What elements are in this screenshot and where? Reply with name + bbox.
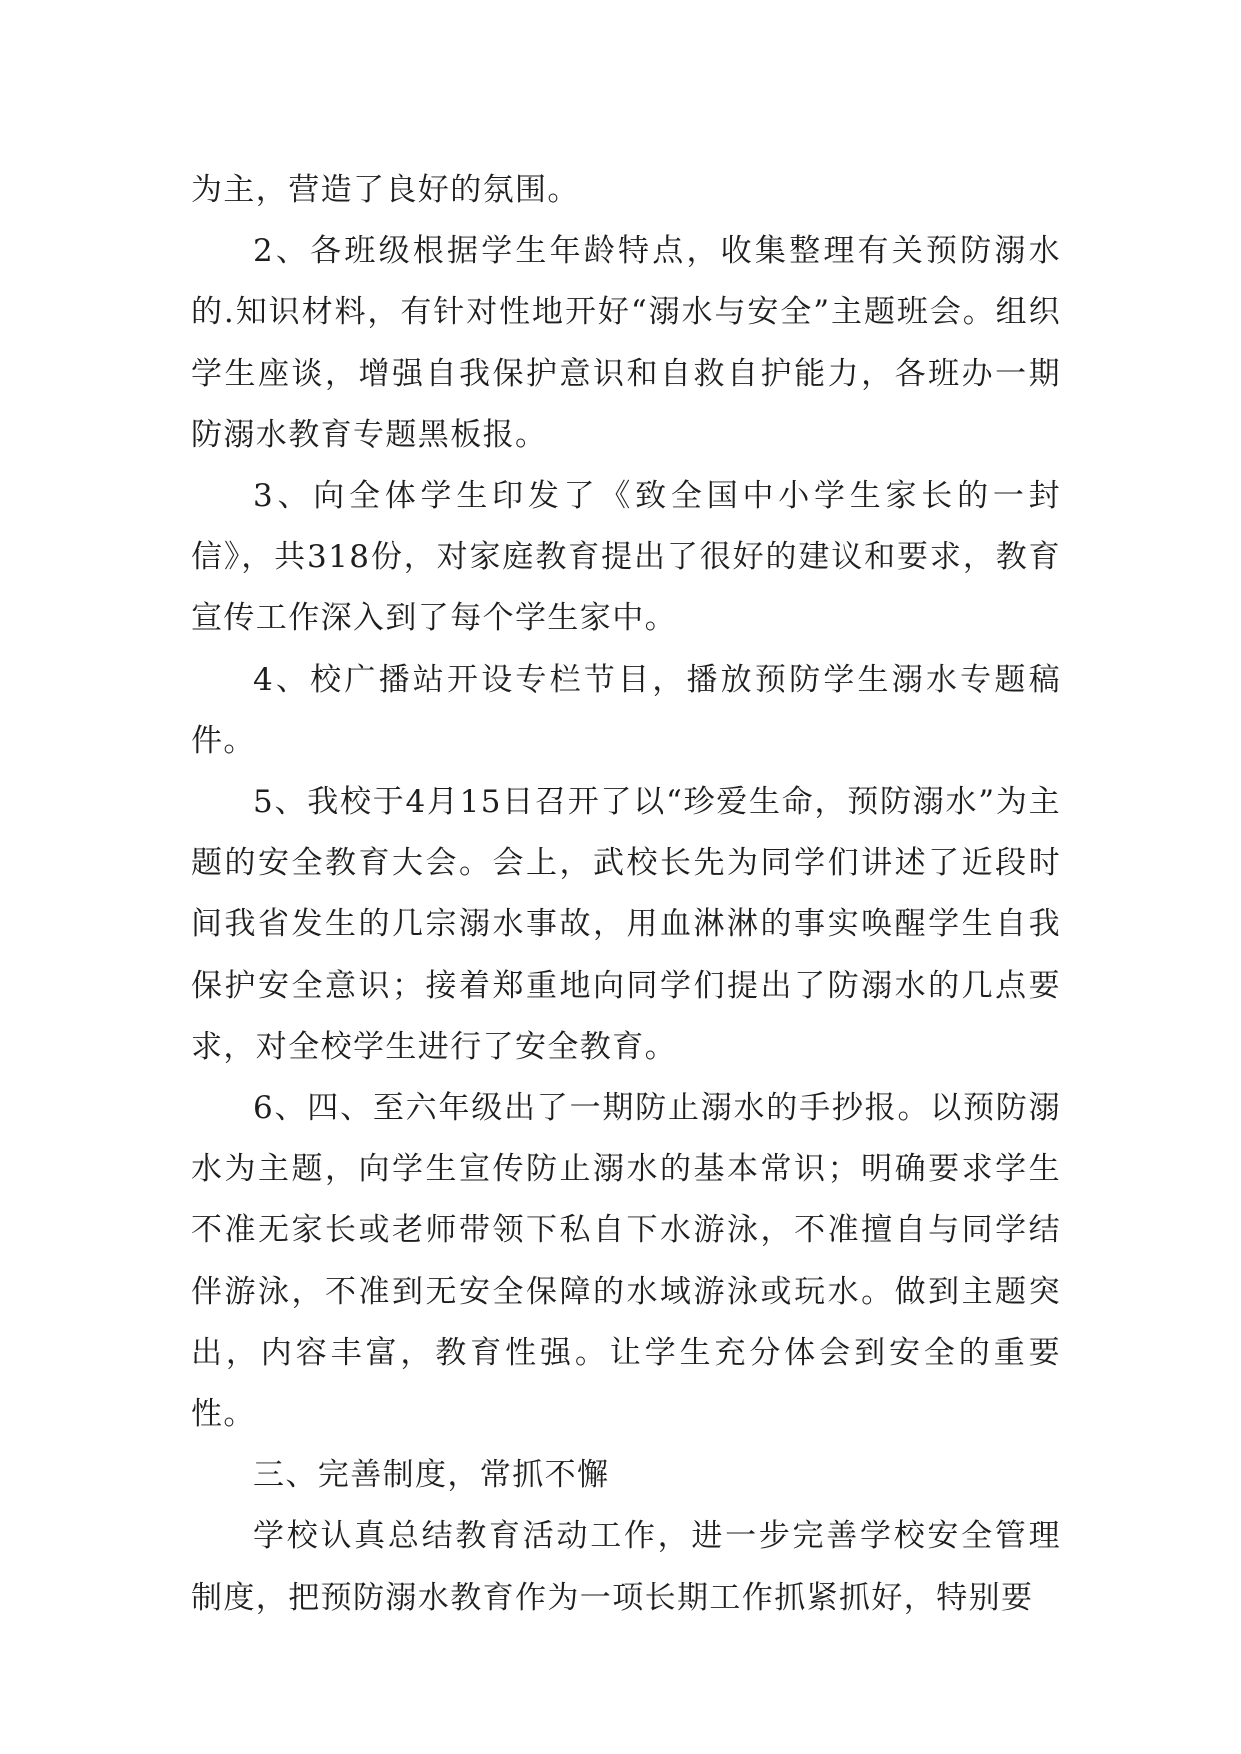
paragraph-item-3: 3、向全体学生印发了《致全国中小学生家长的一封信》，共318份，对家庭教育提出了很好的建议和要求，教育宣传工作深入到了每个学生家中。: [191, 478, 1061, 637]
paragraph-section-3-body: 学校认真总结教育活动工作，进一步完善学校安全管理制度，把预防溺水教育作为一项长期工作抓紧抓好，特别要: [191, 1518, 1061, 1616]
paragraph-item-6: 6、四、至六年级出了一期防止溺水的手抄报。以预防溺水为主题，向学生宣传防止溺水的基本常识；明确要求学生不准无家长或老师带领下私自下水游泳，不准擅自与同学结伴游泳，不准到无安全保障的水域游泳或玩水。做到主题突出，内容丰富，教育性强。让学生充分体会到安全的重要性。: [191, 1090, 1061, 1433]
section-heading-3: 三、完善制度，常抓不懈: [253, 1457, 610, 1494]
paragraph-item-2: 2、各班级根据学生年龄特点，收集整理有关预防溺水的.知识材料，有针对性地开好“溺水与安全”主题班会。组织学生座谈，增强自我保护意识和自救自护能力，各班办一期防溺水教育专题黑板报。: [191, 233, 1061, 453]
paragraph-continuation: 为主，营造了良好的氛围。: [191, 172, 580, 208]
document-body: [191, 160, 1061, 1629]
paragraph-item-5: 5、我校于4月15日召开了以“珍爱生命，预防溺水”为主题的安全教育大会。会上，武校长先为同学们讲述了近段时间我省发生的几宗溺水事故，用血淋淋的事实唤醒学生自我保护安全意识；接着郑重地向同学们提出了防溺水的几点要求，对全校学生进行了安全教育。: [191, 784, 1061, 1065]
paragraph-item-4: 4、校广播站开设专栏节目，播放预防学生溺水专题稿件。: [191, 661, 1061, 759]
